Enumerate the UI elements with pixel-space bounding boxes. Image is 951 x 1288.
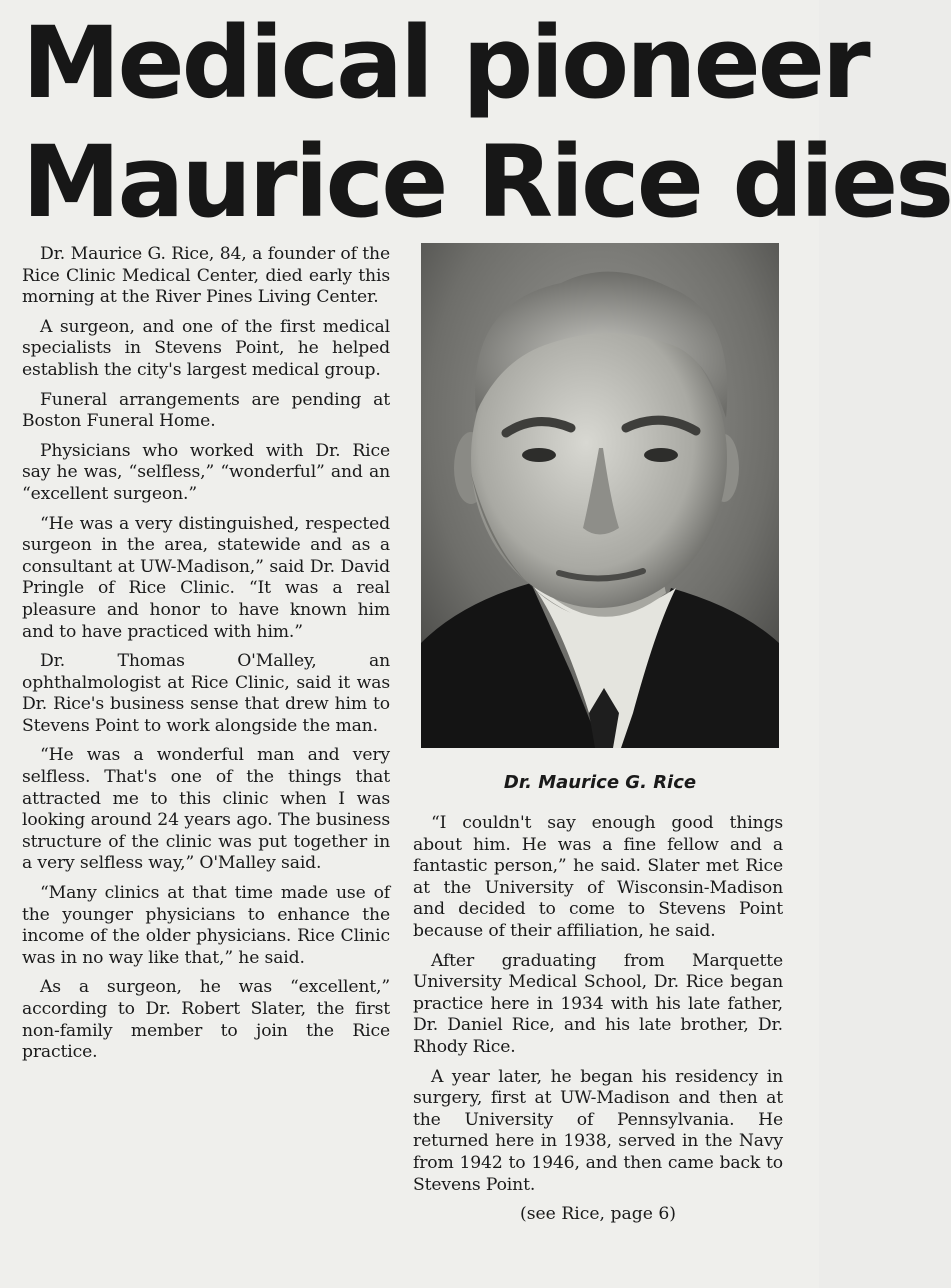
article-paragraph: “He was a wonderful man and very selfless. That's one of the things that attracted me to this clinic when I was looking around 24 years ago. The business structure of the clinic was put together in a very selfless way,” O'Malley said. xyxy=(22,745,390,874)
article-paragraph: Dr. Maurice G. Rice, 84, a founder of the Rice Clinic Medical Center, died early this morning at the River Pines Living Center. xyxy=(22,244,390,308)
article-paragraph: A surgeon, and one of the first medical specialists in Stevens Point, he helped establish the city's largest medical group. xyxy=(22,316,390,380)
article-column-right xyxy=(413,813,783,1226)
headline-line-2: Maurice Rice dies xyxy=(22,125,951,240)
headline-line-1: Medical pioneer xyxy=(22,6,868,121)
photo-caption: Dr. Maurice G. Rice xyxy=(503,772,697,793)
headline xyxy=(22,4,951,242)
article-paragraph: Dr. Thomas O'Malley, an ophthalmologist at Rice Clinic, said it was Dr. Rice's business sense that drew him to Stevens Point to work alongside the man. xyxy=(22,651,390,736)
article-paragraph: “Many clinics at that time made use of the younger physicians to enhance the income of the older physicians. Rice Clinic was in no way like that,” he said. xyxy=(22,883,390,968)
portrait-illustration xyxy=(421,243,779,748)
article-paragraph: Funeral arrangements are pending at Boston Funeral Home. xyxy=(22,389,390,432)
article-paragraph: As a surgeon, he was “excellent,” according to Dr. Robert Slater, the first non-family member to join the Rice practice. xyxy=(22,977,390,1063)
continuation-reference: (see Rice, page 6) xyxy=(519,1204,677,1225)
article-paragraph: “I couldn't say enough good things about him. He was a fine fellow and a fantastic person,” he said. Slater met Rice at the University of Wisconsin-Madison and decided to come to Stevens Point because of their affiliation, he said. xyxy=(413,813,783,941)
article-column-left xyxy=(22,244,390,1072)
article-paragraph: Physicians who worked with Dr. Rice say he was, “selfless,” “wonderful” and an “excellent surgeon.” xyxy=(22,440,390,504)
article-paragraph: After graduating from Marquette University Medical School, Dr. Rice began practice here in 1934 with his late father, Dr. Daniel Rice, and his late brother, Dr. Rhody Rice. xyxy=(413,950,783,1057)
article-paragraph: A year later, he began his residency in surgery, first at UW-Madison and then at the University of Pennsylvania. He returned here in 1938, served in the Navy from 1942 to 1946, and then came back to Stevens Point. xyxy=(413,1066,783,1195)
article-paragraph: “He was a very distinguished, respected surgeon in the area, statewide and as a consultant at UW-Madison,” said Dr. David Pringle of Rice Clinic. “It was a real pleasure and honor to have known him and to have practiced with him.” xyxy=(22,513,390,642)
portrait-photo xyxy=(421,243,779,748)
